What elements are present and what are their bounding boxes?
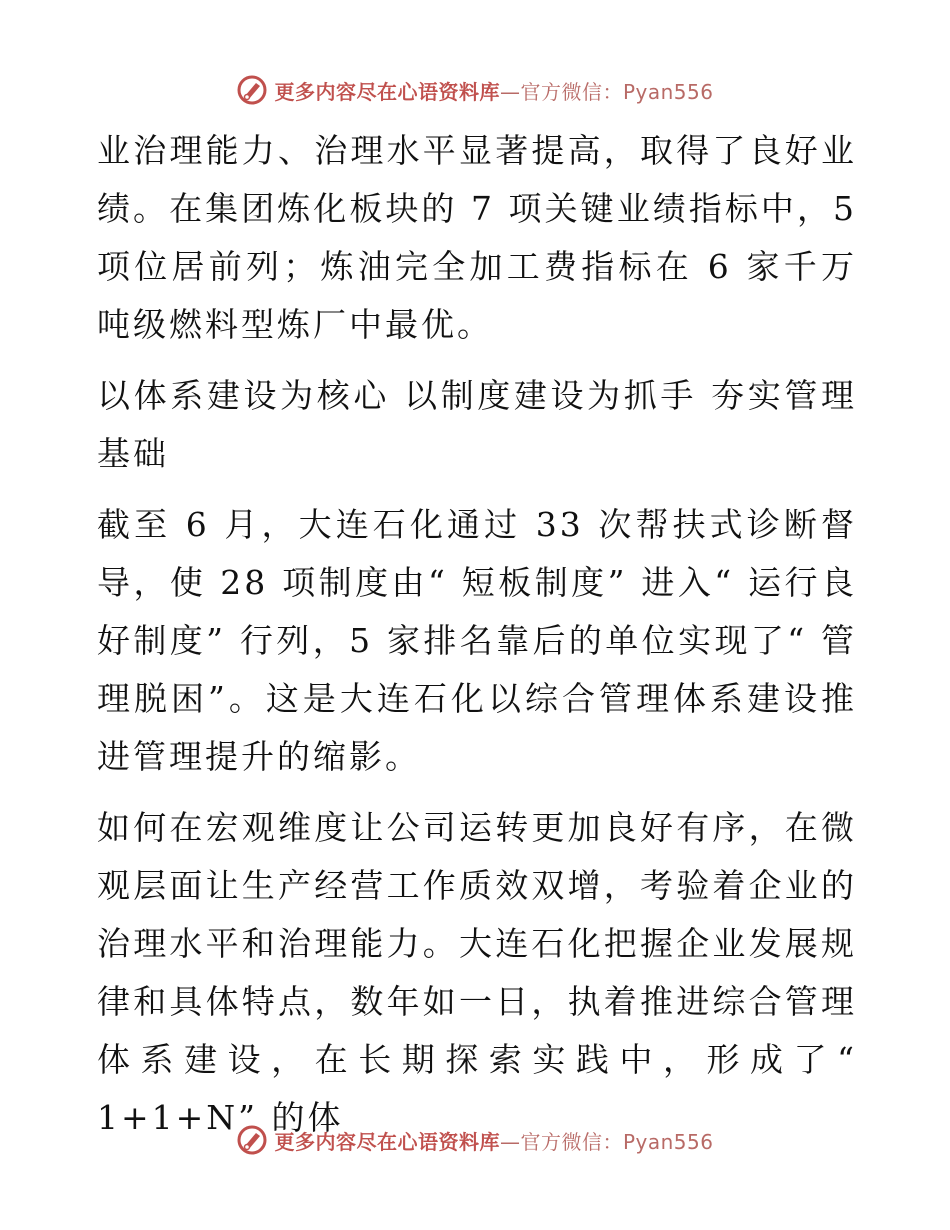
document-body [97, 122, 857, 1160]
section-heading: 以体系建设为核心 以制度建设为抓手 夯实管理基础 [97, 376, 857, 473]
paragraph-3: 如何在宏观维度让公司运转更加良好有序，在微观层面让生产经营工作质效双增，考验着企业的治理水平和治理能力。大连石化把握企业发展规律和具体特点，数年如一日，执着推进综合管理体系建设，在长期探索实践中，形成了“ 1+1+N” 的体 [97, 808, 857, 1137]
paragraph-1: 业治理能力、治理水平显著提高，取得了良好业绩。在集团炼化板块的 7 项关键业绩指标中，5 项位居前列；炼油完全加工费指标在 6 家千万吨级燃料型炼厂中最优。 [97, 131, 857, 344]
paragraph-2: 截至 6 月，大连石化通过 33 次帮扶式诊断督导，使 28 项制度由“ 短板制度” 进入“ 运行良好制度” 行列，5 家排名靠后的单位实现了“ 管理脱困”。这是大连石化以综合管理体系建设推进管理提升的缩影。 [97, 505, 857, 776]
pen-seal-logo-icon [236, 74, 268, 106]
watermark-text: 更多内容尽在心语资料库—官方微信：Pyan556 [274, 1129, 714, 1154]
header-watermark [0, 70, 950, 110]
watermark-text: 更多内容尽在心语资料库—官方微信：Pyan556 [274, 79, 714, 104]
pen-seal-logo-icon [236, 1124, 268, 1156]
footer-watermark [0, 1120, 950, 1160]
